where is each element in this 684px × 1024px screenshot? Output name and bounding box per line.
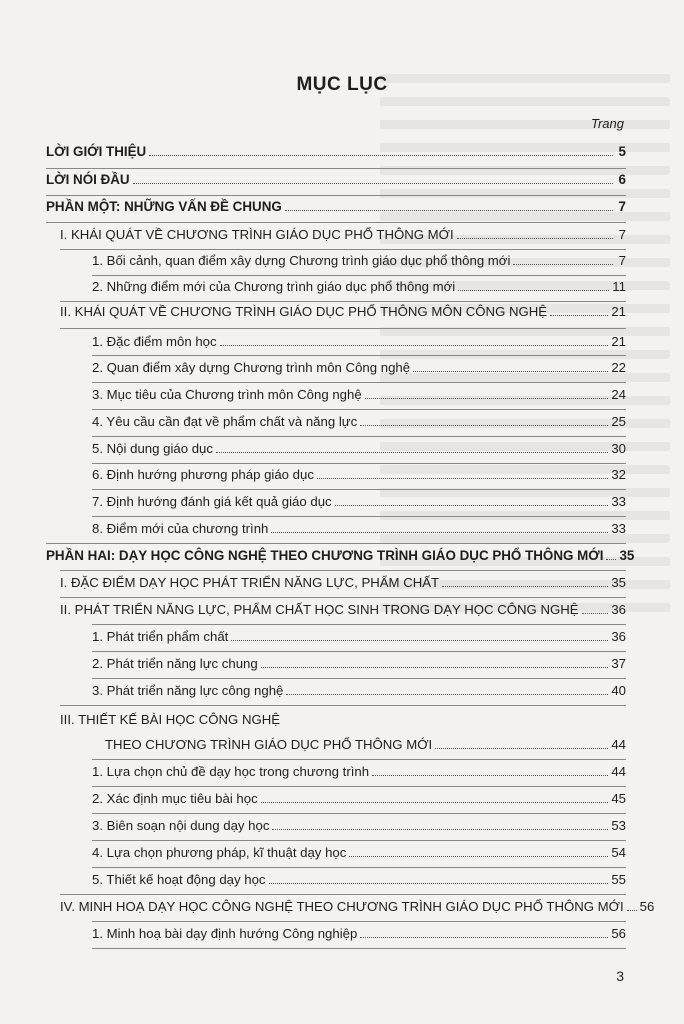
toc-entry-text: 1. Minh hoạ bài dạy định hướng Công nghiệp <box>92 926 358 941</box>
toc-entry-page: 11 <box>612 279 626 294</box>
toc-entry-text: PHẦN HAI: DẠY HỌC CÔNG NGHỆ THEO CHƯƠNG TRÌNH GIÁO DỤC PHỔ THÔNG MỚI <box>46 548 604 563</box>
toc-entry-text: 5. Thiết kế hoạt động dạy học <box>92 872 266 887</box>
toc-entry[interactable] <box>105 737 626 753</box>
leader-dots <box>360 425 608 426</box>
toc-entry[interactable] <box>92 818 626 834</box>
toc-entry-text: 2. Những điểm mới của Chương trình giáo dục phổ thông mới <box>92 279 456 294</box>
toc-entry[interactable] <box>92 791 626 807</box>
toc-entry-page: 33 <box>611 494 626 509</box>
toc-entry[interactable] <box>92 629 626 645</box>
divider <box>92 651 626 652</box>
toc-entry-text: 4. Lựa chọn phương pháp, kĩ thuật dạy học <box>92 845 347 860</box>
toc-entry-text: I. ĐẶC ĐIỂM DẠY HỌC PHÁT TRIỂN NĂNG LỰC, PHẨM CHẤT <box>60 575 440 590</box>
divider <box>60 328 626 329</box>
toc-entry-text: 6. Định hướng phương pháp giáo dục <box>92 467 314 482</box>
divider <box>46 195 626 196</box>
toc-entry[interactable] <box>92 387 626 403</box>
leader-dots <box>335 505 609 506</box>
divider <box>46 168 626 169</box>
leader-dots <box>458 290 609 291</box>
page-number: 3 <box>616 968 624 984</box>
show-through-text <box>380 60 670 760</box>
leader-dots <box>261 667 609 668</box>
divider <box>60 301 626 302</box>
divider <box>92 921 626 922</box>
divider <box>92 948 626 949</box>
toc-entry[interactable] <box>92 521 626 537</box>
leader-dots <box>360 937 608 938</box>
leader-dots <box>513 264 613 265</box>
toc-entry-text: II. KHÁI QUÁT VỀ CHƯƠNG TRÌNH GIÁO DỤC PHỔ THÔNG MÔN CÔNG NGHỆ <box>60 304 548 319</box>
toc-entry[interactable] <box>60 899 655 915</box>
toc-entry-page: 56 <box>639 899 655 914</box>
leader-dots <box>550 315 608 316</box>
toc-entry[interactable] <box>46 172 626 188</box>
toc-entry[interactable] <box>60 602 626 618</box>
toc-entry[interactable] <box>60 304 626 320</box>
leader-dots <box>627 910 637 911</box>
toc-entry-page: 54 <box>611 845 626 860</box>
toc-entry[interactable] <box>92 334 626 350</box>
leader-dots <box>271 532 608 533</box>
toc-entry[interactable] <box>92 494 626 510</box>
toc-entry-page: 5 <box>618 144 626 159</box>
toc-entry-text: 4. Yêu cầu cần đạt về phẩm chất và năng lực <box>92 414 358 429</box>
toc-entry[interactable] <box>60 575 626 591</box>
divider <box>92 678 626 679</box>
toc-entry[interactable] <box>46 144 626 160</box>
toc-entry-text: 1. Lựa chọn chủ đề dạy học trong chương trình <box>92 764 370 779</box>
leader-dots <box>317 478 608 479</box>
leader-dots <box>349 856 608 857</box>
divider <box>92 489 626 490</box>
leader-dots <box>435 748 608 749</box>
leader-dots <box>269 883 609 884</box>
divider <box>92 355 626 356</box>
leader-dots <box>413 371 608 372</box>
toc-entry[interactable] <box>92 764 626 780</box>
toc-entry-text: 5. Nội dung giáo dục <box>92 441 213 456</box>
divider <box>92 624 626 625</box>
toc-entry[interactable] <box>60 227 626 243</box>
toc-entry-text: 1. Phát triển phẩm chất <box>92 629 229 644</box>
toc-entry-page: 44 <box>611 737 626 752</box>
page-column-label: Trang <box>591 116 624 131</box>
leader-dots <box>149 155 613 156</box>
divider <box>92 867 626 868</box>
divider <box>92 409 626 410</box>
toc-entry[interactable] <box>92 414 626 430</box>
leader-dots <box>372 775 608 776</box>
leader-dots <box>272 829 608 830</box>
toc-entry[interactable] <box>92 279 626 295</box>
toc-entry[interactable] <box>92 441 626 457</box>
toc-entry[interactable] <box>92 683 626 699</box>
leader-dots <box>582 613 609 614</box>
toc-entry-page: 36 <box>611 602 626 617</box>
toc-entry-page: 44 <box>611 764 626 779</box>
toc-entry-page: 22 <box>611 360 626 375</box>
toc-entry[interactable] <box>92 845 626 861</box>
divider <box>60 570 626 571</box>
toc-entry-page: 21 <box>611 304 626 319</box>
toc-entry-page: 53 <box>611 818 626 833</box>
page-title: MỤC LỤC <box>296 74 388 95</box>
toc-entry-page: 37 <box>611 656 626 671</box>
toc-entry[interactable] <box>92 656 626 672</box>
leader-dots <box>286 694 608 695</box>
divider <box>60 705 626 706</box>
divider <box>92 840 626 841</box>
toc-entry[interactable] <box>92 872 626 888</box>
toc-entry[interactable] <box>46 548 635 564</box>
leader-dots <box>606 559 616 560</box>
divider <box>92 463 626 464</box>
leader-dots <box>133 183 613 184</box>
toc-entry-text: 3. Biên soạn nội dung dạy học <box>92 818 270 833</box>
toc-entry-page: 40 <box>611 683 626 698</box>
toc-entry-text: 7. Định hướng đánh giá kết quả giáo dục <box>92 494 332 509</box>
toc-entry-page: 7 <box>618 227 626 242</box>
leader-dots <box>231 640 608 641</box>
toc-entry-text: IV. MINH HOẠ DẠY HỌC CÔNG NGHỆ THEO CHƯƠNG TRÌNH GIÁO DỤC PHỔ THÔNG MỚI <box>60 899 624 914</box>
toc-entry-page: 32 <box>611 467 626 482</box>
toc-entry-text: II. PHÁT TRIỂN NĂNG LỰC, PHẨM CHẤT HỌC SINH TRONG DẠY HỌC CÔNG NGHỆ <box>60 602 579 617</box>
toc-entry-text: PHẦN MỘT: NHỮNG VẤN ĐỀ CHUNG <box>46 199 282 214</box>
leader-dots <box>457 238 613 239</box>
toc-entry-text: LỜI NÓI ĐẦU <box>46 172 130 187</box>
divider <box>60 894 626 895</box>
toc-entry-text: 2. Quan điểm xây dựng Chương trình môn Công nghệ <box>92 360 411 375</box>
toc-entry-text: I. KHÁI QUÁT VỀ CHƯƠNG TRÌNH GIÁO DỤC PHỔ THÔNG MỚI <box>60 227 454 242</box>
divider <box>92 436 626 437</box>
divider <box>46 222 626 223</box>
toc-entry-page: 30 <box>611 441 626 456</box>
leader-dots <box>216 452 608 453</box>
toc-entry-page: 6 <box>618 172 626 187</box>
leader-dots <box>285 210 613 211</box>
toc-entry-text: 2. Phát triển năng lực chung <box>92 656 258 671</box>
toc-entry-text: 8. Điểm mới của chương trình <box>92 521 269 536</box>
toc-entry-text: 3. Mục tiêu của Chương trình môn Công nghệ <box>92 387 362 402</box>
divider <box>92 786 626 787</box>
toc-entry[interactable] <box>46 199 626 215</box>
divider <box>60 597 626 598</box>
leader-dots <box>365 398 609 399</box>
toc-entry-page: 35 <box>619 548 635 563</box>
divider <box>92 516 626 517</box>
toc-entry-page: 7 <box>618 199 626 214</box>
toc-entry[interactable] <box>92 253 626 269</box>
toc-entry-page: 36 <box>611 629 626 644</box>
toc-entry-text: 1. Đặc điểm môn học <box>92 334 217 349</box>
divider <box>60 249 626 250</box>
divider <box>92 275 626 276</box>
toc-entry[interactable] <box>60 712 626 728</box>
leader-dots <box>220 345 609 346</box>
toc-entry-page: 21 <box>611 334 626 349</box>
toc-entry-text: III. THIẾT KẾ BÀI HỌC CÔNG NGHỆ <box>60 712 281 727</box>
leader-dots <box>261 802 609 803</box>
toc-entry[interactable] <box>92 467 626 483</box>
divider <box>46 543 626 544</box>
toc-entry-text: 1. Bối cảnh, quan điểm xây dựng Chương trình giáo dục phổ thông mới <box>92 253 511 268</box>
divider <box>92 813 626 814</box>
divider <box>92 382 626 383</box>
toc-entry-page: 25 <box>611 414 626 429</box>
toc-entry-text: LỜI GIỚI THIỆU <box>46 144 147 159</box>
toc-entry-page: 55 <box>611 872 626 887</box>
toc-entry-text: 3. Phát triển năng lực công nghệ <box>92 683 284 698</box>
toc-entry[interactable] <box>92 926 626 942</box>
toc-entry-page: 7 <box>618 253 626 268</box>
leader-dots <box>442 586 608 587</box>
toc-entry[interactable] <box>92 360 626 376</box>
toc-entry-page: 56 <box>611 926 626 941</box>
divider <box>92 759 626 760</box>
toc-entry-text: 2. Xác định mục tiêu bài học <box>92 791 258 806</box>
toc-entry-text: THEO CHƯƠNG TRÌNH GIÁO DỤC PHỔ THÔNG MỚI <box>105 737 433 752</box>
toc-entry-page: 35 <box>611 575 626 590</box>
toc-entry-page: 24 <box>611 387 626 402</box>
toc-entry-page: 45 <box>611 791 626 806</box>
toc-entry-page: 33 <box>611 521 626 536</box>
